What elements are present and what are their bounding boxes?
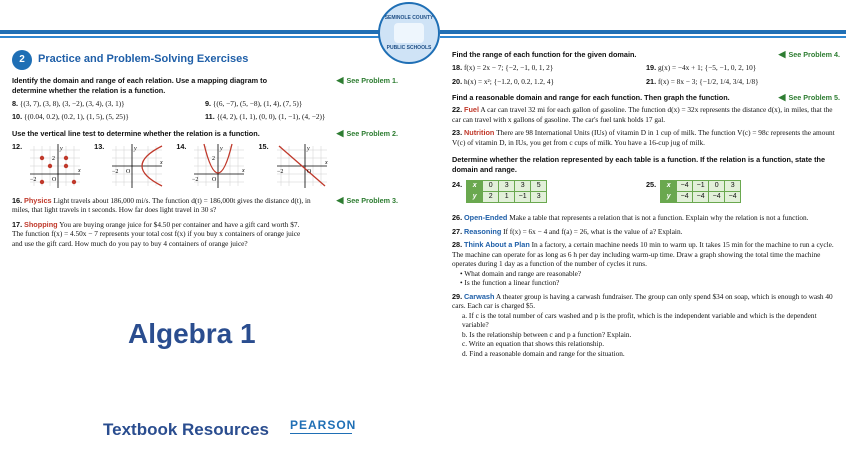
graph-row bbox=[12, 142, 398, 190]
problem-keyword: Carwash bbox=[463, 291, 495, 301]
y-axis-label: y bbox=[134, 145, 137, 152]
problem-keyword: Reasoning bbox=[463, 226, 502, 236]
problem-number: 28. bbox=[452, 240, 463, 249]
problems-10-11 bbox=[12, 112, 398, 122]
tick-label: −2 bbox=[192, 176, 199, 183]
table-25 bbox=[646, 180, 840, 203]
table-cell: 1 bbox=[499, 192, 515, 203]
problem-17-text: You are buying orange juice for $4.50 per container and have a gift card worth $7. The function f(x) = 4.50x − 7 represents your total cost f(x) if you buy x containers of orange juice and use the gift card. How much do you pay to buy 4 containers of orange juice? bbox=[12, 219, 301, 248]
problem-22 bbox=[452, 105, 840, 124]
problem-keyword: Fuel bbox=[463, 105, 479, 114]
sub-question-a: a. If c is the total number of cars washed and p is the profit, which is the independent variable and which is the dependent variable? bbox=[462, 310, 817, 329]
graph-point bbox=[72, 179, 76, 183]
see-problem-1-label: See Problem 1. bbox=[346, 76, 398, 85]
top-bar-left-thin bbox=[0, 36, 380, 38]
instruction-row-r2 bbox=[452, 93, 840, 103]
problem-number: 13. bbox=[94, 141, 105, 151]
problem-number: 15. bbox=[258, 141, 269, 151]
graph-15-plot bbox=[273, 142, 331, 190]
logo-top-text: SEMINOLE COUNTY bbox=[384, 15, 434, 21]
instruction-1: Identify the domain and range of each relation. Use a mapping diagram to determine whether the relation is a function. bbox=[12, 76, 268, 95]
top-bar-right bbox=[440, 30, 846, 34]
problem-23 bbox=[452, 128, 840, 147]
bullet-item: • What domain and range are reasonable? bbox=[460, 268, 582, 278]
table-cell: 3 bbox=[499, 181, 515, 192]
graph-point bbox=[40, 179, 44, 183]
origin-label: O bbox=[126, 168, 131, 175]
tick-label: 2 bbox=[52, 155, 56, 162]
graph-point bbox=[64, 155, 68, 159]
problems-20-21 bbox=[452, 77, 840, 87]
problem-19-text: g(x) = −4x + 1; {−5, −1, 0, 2, 10} bbox=[657, 62, 757, 72]
pearson-logo: PEARSON bbox=[290, 418, 357, 432]
instruction-r1: Find the range of each function for the given domain. bbox=[452, 50, 637, 59]
graph-point bbox=[48, 163, 52, 167]
section-title: Practice and Problem-Solving Exercises bbox=[38, 53, 249, 66]
problem-number: 10. bbox=[12, 111, 23, 121]
arrow-icon: ◀ bbox=[336, 194, 344, 205]
table-25-grid bbox=[660, 180, 741, 203]
problem-22-text: A car can travel 32 mi for each gallon of gasoline. The function d(x) = 32x represents the distance d(x), in miles, that the car can travel with x gallons of gasoline. The car's fuel tank holds 17 gal. bbox=[452, 105, 833, 124]
problem-number: 12. bbox=[12, 141, 23, 151]
arrow-icon: ◀ bbox=[778, 91, 786, 102]
table-header-y: y bbox=[661, 192, 677, 203]
left-page bbox=[12, 50, 398, 248]
table-cell: 3 bbox=[515, 181, 531, 192]
tick-label: 2 bbox=[212, 155, 216, 162]
table-cell: 3 bbox=[725, 181, 741, 192]
instruction-row-r1 bbox=[452, 50, 840, 60]
problem-number: 14. bbox=[176, 141, 187, 151]
problem-number: 21. bbox=[646, 77, 657, 86]
problem-23-text: There are 98 International Units (IUs) of vitamin D in 1 cup of milk. The function V(c) = 98c represents the amount V(c) of vitamin D, in IUs, you get from c cups of milk. You have a 16-cup jug of milk. bbox=[452, 128, 835, 147]
top-bar-right-thin bbox=[440, 36, 846, 38]
problems-18-19 bbox=[452, 63, 840, 73]
problem-keyword: Physics bbox=[23, 195, 52, 205]
sub-question-b: b. Is the relationship between c and p a function? Explain. bbox=[462, 329, 632, 339]
problem-keyword: Shopping bbox=[23, 219, 58, 229]
problem-8-text: {(3, 7), (3, 8), (3, −2), (3, 4), (3, 1)} bbox=[19, 99, 125, 108]
see-problem-4-label: See Problem 4. bbox=[788, 50, 840, 59]
table-cell: 3 bbox=[531, 192, 547, 203]
x-axis-label: x bbox=[78, 167, 81, 174]
bullet-text: Is the function a linear function? bbox=[464, 278, 560, 287]
bullet-item: • Is the function a linear function? bbox=[460, 278, 560, 287]
problem-number: 8. bbox=[12, 99, 19, 108]
table-cell: 0 bbox=[483, 181, 499, 192]
graph-12 bbox=[12, 142, 84, 190]
problem-number: 9. bbox=[205, 99, 212, 108]
see-problem-5-label: See Problem 5. bbox=[788, 92, 840, 102]
problem-number: 17. bbox=[12, 219, 23, 229]
logo-emblem bbox=[394, 23, 424, 43]
problem-16 bbox=[12, 196, 312, 215]
tick-label: −2 bbox=[30, 176, 37, 183]
problem-9-text: {(6, −7), (5, −8), (1, 4), (7, 5)} bbox=[212, 99, 303, 108]
instruction-r2: Find a reasonable domain and range for each function. Then graph the function. bbox=[452, 92, 730, 102]
problem-26 bbox=[452, 213, 840, 223]
problem-11-text: {(4, 2), (1, 1), (0, 0), (1, −1), (4, −2)} bbox=[216, 111, 326, 121]
pearson-underline bbox=[290, 433, 352, 434]
table-cell: −4 bbox=[709, 192, 725, 203]
table-cell: 5 bbox=[531, 181, 547, 192]
graph-13 bbox=[94, 142, 166, 190]
problem-number: 29. bbox=[452, 291, 463, 301]
graph-14 bbox=[176, 142, 248, 190]
graph-13-plot bbox=[108, 142, 166, 190]
see-problem-1-link[interactable] bbox=[337, 76, 398, 86]
sub-question-c: c. Write an equation that shows this relationship. bbox=[462, 339, 605, 348]
course-title: Algebra 1 bbox=[128, 318, 256, 349]
table-cell: 2 bbox=[483, 192, 499, 203]
instruction-row-1 bbox=[12, 76, 398, 95]
problem-keyword: Nutrition bbox=[463, 128, 495, 137]
instruction-2: Use the vertical line test to determine whether the relation is a function. bbox=[12, 129, 260, 138]
problem-number: 18. bbox=[452, 62, 463, 72]
graph-point bbox=[64, 163, 68, 167]
problem-number: 16. bbox=[12, 195, 23, 205]
problem-16-row bbox=[12, 196, 398, 215]
problem-number: 26. bbox=[452, 213, 463, 222]
graph-14-plot bbox=[190, 142, 248, 190]
see-problem-5-link[interactable] bbox=[779, 93, 840, 103]
arrow-icon: ◀ bbox=[778, 49, 786, 59]
arrow-icon: ◀ bbox=[336, 75, 344, 85]
table-cell: 0 bbox=[709, 181, 725, 192]
right-page bbox=[452, 50, 840, 358]
graph-15 bbox=[258, 142, 330, 190]
problem-20-text: h(x) = x²; {−1.2, 0, 0.2, 1.2, 4} bbox=[463, 77, 554, 86]
problem-number: 27. bbox=[452, 226, 463, 236]
textbook-resources-label: Textbook Resources bbox=[103, 420, 269, 439]
problem-number: 24. bbox=[452, 180, 463, 189]
table-cell: −4 bbox=[677, 192, 693, 203]
table-24-grid bbox=[466, 180, 547, 203]
logo-bottom-text: PUBLIC SCHOOLS bbox=[386, 45, 432, 51]
problem-number: 11. bbox=[205, 111, 215, 121]
lesson-badge: 2 bbox=[12, 50, 32, 70]
instruction-row-2 bbox=[12, 129, 398, 139]
tables-24-25 bbox=[452, 180, 840, 203]
sub-question-d: d. Find a reasonable domain and range for the situation. bbox=[462, 348, 625, 358]
table-cell: −1 bbox=[515, 192, 531, 203]
problem-21-text: f(x) = 8x − 3; {−1/2, 1/4, 3/4, 1/8} bbox=[657, 77, 759, 86]
graph-point bbox=[40, 155, 44, 159]
problem-29-text: A theater group is having a carwash fundraiser. The group can only spend $34 on soap, which is enough to wash 40 cars. Each car is charged $5. bbox=[452, 291, 833, 310]
tick-label: −2 bbox=[276, 168, 284, 175]
problem-26-text: Make a table that represents a relation that is not a function. Explain why the relation is not a function. bbox=[509, 213, 809, 222]
table-header-x: x bbox=[467, 181, 483, 192]
see-problem-2-label: See Problem 2. bbox=[346, 129, 398, 138]
instruction-r3: Determine whether the relation represented by each table is a function. If the relation is a function, state the domain and range. bbox=[452, 155, 826, 174]
problem-29 bbox=[452, 292, 840, 359]
problem-number: 25. bbox=[646, 180, 657, 189]
problem-10-text: {(0.04, 0.2), (0.2, 1), (1, 5), (5, 25)} bbox=[23, 111, 129, 121]
table-cell: −4 bbox=[693, 192, 709, 203]
x-axis-label: x bbox=[324, 159, 328, 166]
table-cell: −4 bbox=[725, 192, 741, 203]
table-cell: −1 bbox=[693, 181, 709, 192]
y-axis-label: y bbox=[60, 145, 63, 152]
top-bar-left bbox=[0, 30, 380, 34]
origin-label: O bbox=[306, 168, 311, 175]
problem-keyword: Think About a Plan bbox=[463, 240, 530, 249]
origin-label: O bbox=[212, 176, 217, 183]
tick-label: −2 bbox=[112, 168, 119, 175]
y-axis-label: y bbox=[306, 145, 310, 152]
problem-27 bbox=[452, 227, 840, 237]
x-axis-label: x bbox=[160, 159, 163, 166]
y-axis-label: y bbox=[220, 145, 224, 152]
see-problem-3-link[interactable] bbox=[337, 196, 398, 206]
table-cell: −4 bbox=[677, 181, 693, 192]
problem-number: 20. bbox=[452, 77, 463, 86]
problem-28-text: In a factory, a certain machine needs 10 min to warm up. It takes 15 min for the machine to run a cycle. The machine can operate for as long as 6 h per day including warm-up time. Draw a graph showing the total time the machine operates during 1 day as a function of the number of cycles it runs. bbox=[452, 240, 834, 268]
problem-28 bbox=[452, 240, 840, 288]
problem-16-text: Light travels about 186,000 mi/s. The function d(t) = 186,000t gives the distance d(t), in miles, that light travels in t seconds. How far does light travel in 30 s? bbox=[12, 195, 311, 214]
see-problem-3-label: See Problem 3. bbox=[346, 195, 398, 205]
arrow-icon: ◀ bbox=[336, 128, 344, 138]
graph-12-plot bbox=[26, 142, 84, 190]
problem-number: 23. bbox=[452, 128, 463, 137]
table-header-x: x bbox=[661, 181, 677, 192]
table-header-y: y bbox=[467, 192, 483, 203]
bullet-text: What domain and range are reasonable? bbox=[464, 268, 582, 278]
problems-8-9 bbox=[12, 99, 398, 109]
problem-18-text: f(x) = 2x − 7; {−2, −1, 0, 1, 2} bbox=[463, 62, 554, 72]
problem-keyword: Open-Ended bbox=[463, 213, 508, 222]
see-problem-4-link[interactable] bbox=[779, 50, 840, 60]
x-axis-label: x bbox=[242, 167, 246, 174]
problem-17 bbox=[12, 220, 312, 249]
origin-label: O bbox=[52, 176, 57, 183]
section-header bbox=[12, 50, 398, 70]
problem-number: 22. bbox=[452, 105, 463, 114]
see-problem-2-link[interactable] bbox=[337, 129, 398, 139]
problem-27-text: If f(x) = 6x − 4 and f(a) = 26, what is the value of a? Explain. bbox=[503, 226, 683, 236]
table-24 bbox=[452, 180, 646, 203]
problem-number: 19. bbox=[646, 62, 657, 72]
